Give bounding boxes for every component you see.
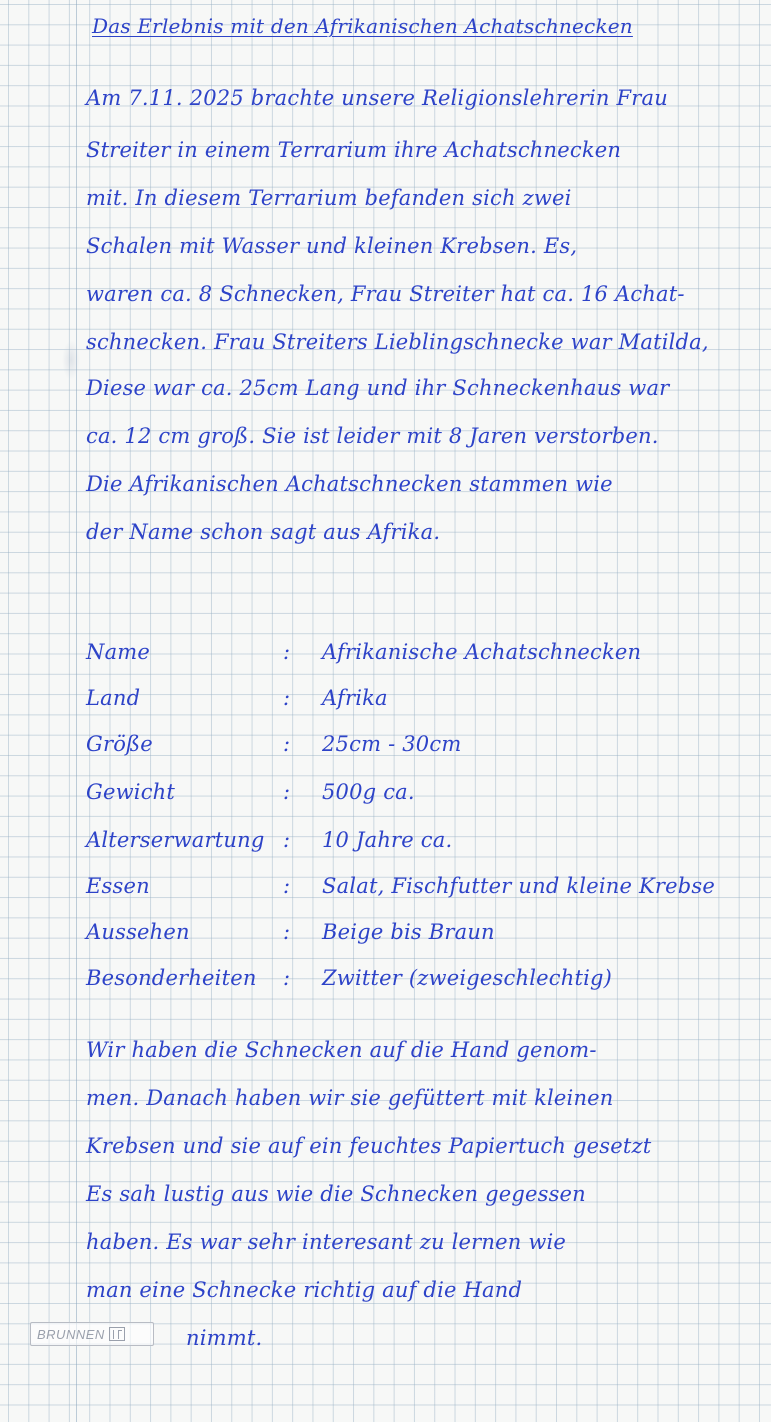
fact-label-gewicht: Gewicht <box>86 780 176 804</box>
brunnen-mark-icon <box>109 1327 125 1341</box>
fact-label-besonderheiten: Besonderheiten <box>86 966 257 990</box>
paragraph1-line: mit. In diesem Terrarium befanden sich zwei <box>86 186 572 210</box>
page-title: Das Erlebnis mit den Afrikanischen Achatschnecken <box>92 14 633 38</box>
fact-colon: : <box>283 920 291 944</box>
fact-colon: : <box>283 640 291 664</box>
paragraph1-line: waren ca. 8 Schnecken, Frau Streiter hat ca. 16 Achat- <box>86 282 685 306</box>
fact-value-gewicht: 500g ca. <box>322 780 415 804</box>
fact-label-groesse: Größe <box>86 732 153 756</box>
fact-label-essen: Essen <box>86 874 150 898</box>
paragraph1-line: Schalen mit Wasser und kleinen Krebsen. Es, <box>86 234 578 258</box>
paragraph1-line: der Name schon sagt aus Afrika. <box>86 520 441 544</box>
paragraph2-line: haben. Es war sehr interesant zu lernen wie <box>86 1230 567 1254</box>
fact-colon: : <box>283 686 291 710</box>
fact-colon: : <box>283 828 291 852</box>
fact-value-besonderheiten: Zwitter (zweigeschlechtig) <box>322 966 613 990</box>
fact-colon: : <box>283 780 291 804</box>
paragraph2-line: men. Danach haben wir sie gefüttert mit kleinen <box>86 1086 614 1110</box>
paragraph1-line: ca. 12 cm groß. Sie ist leider mit 8 Jaren verstorben. <box>86 424 659 448</box>
fact-label-aussehen: Aussehen <box>86 920 190 944</box>
paragraph1-line: Streiter in einem Terrarium ihre Achatschnecken <box>86 138 622 162</box>
paragraph1-line: schnecken. Frau Streiters Lieblingschnecke war Matilda, <box>86 330 709 354</box>
fact-value-aussehen: Beige bis Braun <box>322 920 495 944</box>
fact-value-groesse: 25cm - 30cm <box>322 732 462 756</box>
paragraph2-line: man eine Schnecke richtig auf die Hand <box>86 1278 523 1302</box>
fact-label-alter: Alterserwartung <box>86 828 265 852</box>
brunnen-logo <box>30 1322 154 1346</box>
fact-label-land: Land <box>86 686 141 710</box>
paragraph2-line: Wir haben die Schnecken auf die Hand genom- <box>86 1038 597 1062</box>
fact-label-name: Name <box>86 640 151 664</box>
fact-value-land: Afrika <box>322 686 388 710</box>
margin-line <box>76 0 77 1422</box>
fact-value-alter: 10 Jahre ca. <box>322 828 453 852</box>
paragraph1-line: Am 7.11. 2025 brachte unsere Religionslehrerin Frau <box>86 86 668 110</box>
paper-smudge <box>62 340 80 380</box>
fact-value-essen: Salat, Fischfutter und kleine Krebse <box>322 874 715 898</box>
brunnen-logo-text: BRUNNEN <box>37 1326 105 1342</box>
fact-value-name: Afrikanische Achatschnecken <box>322 640 642 664</box>
paragraph2-line: Krebsen und sie auf ein feuchtes Papiertuch gesetzt <box>86 1134 652 1158</box>
fact-colon: : <box>283 966 291 990</box>
paragraph1-line: Diese war ca. 25cm Lang und ihr Schneckenhaus war <box>86 376 670 400</box>
paragraph2-line: nimmt. <box>186 1326 263 1350</box>
paragraph1-line: Die Afrikanischen Achatschnecken stammen wie <box>86 472 613 496</box>
fact-colon: : <box>283 732 291 756</box>
fact-colon: : <box>283 874 291 898</box>
paragraph2-line: Es sah lustig aus wie die Schnecken gegessen <box>86 1182 586 1206</box>
